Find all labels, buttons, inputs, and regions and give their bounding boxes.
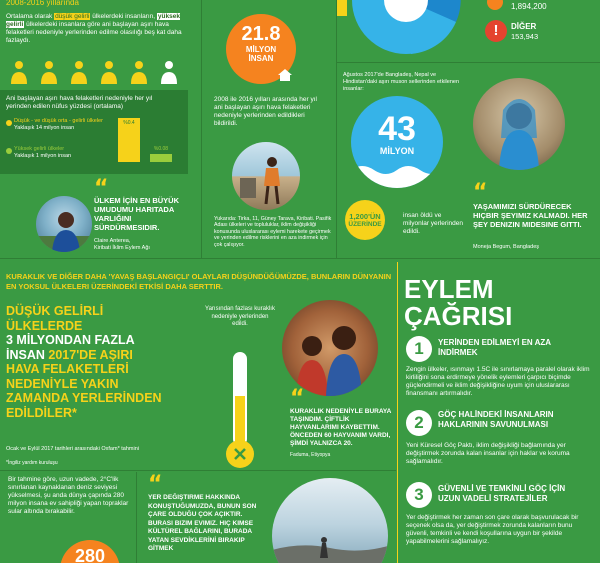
quote-icon: “	[290, 386, 305, 411]
legend-low-income: Düşük - ve düşük orta - gelirli ülkeler Yaklaşık 14 milyon insan	[14, 118, 103, 131]
step-3-badge: 3	[406, 482, 432, 508]
deaths-description: insan öldü ve milyonlar yerlerinden edildi.	[403, 212, 463, 235]
action-title-line2: ÇAĞRISI	[404, 301, 513, 331]
bangladesh-quote-author: Moneja Begum, Bangladeş	[473, 244, 540, 250]
column-divider	[397, 262, 398, 563]
pie-chart	[351, 0, 461, 63]
pie-other-value: 153,943	[511, 32, 539, 41]
action-title-line1: EYLEM	[404, 274, 494, 304]
step-3-body: Yer değiştirmek her zaman son çare olarak başvurulacak bir seçenek olsa da, yer değiştirmek zorunda kalanların bunu güvenli, temkinli ve kendi koşullarına uygun bir şekilde yapabilmelerini sağlamalıyız.	[406, 514, 579, 545]
bar-high-income	[150, 154, 172, 162]
stat-number: 21.8	[241, 23, 281, 45]
step-3-title: GÜVENLİ VE TEMKİNLİ GÖÇ İÇİN UZUN VADELİ STRATEJİLER	[438, 484, 566, 503]
monsoon-intro: Ağustos 2017'de Bangladeş, Nepal ve Hindistan'daki aşırı muson sellerinden etkilenen insanlar:	[343, 72, 460, 92]
section-divider	[0, 470, 396, 471]
pie-top-value: 1,894,200	[511, 2, 547, 11]
section-divider	[0, 258, 600, 259]
kiribati-quote-author: Claire Anterea, Kiribati İklim Eylem Ağı	[94, 238, 150, 251]
step-2-body: Yeni Küresel Göç Paktı, iklim değişikliği bağlamında yer değiştirmek zorunda kalan insanlar için haklar ve koruma sağlamalıdır.	[406, 442, 570, 465]
deaths-word: ÜZERİNDE	[348, 221, 382, 228]
wave-icon	[351, 158, 443, 188]
bar-high-label: %0.08	[153, 146, 169, 152]
house-icon	[278, 68, 292, 86]
person-portrait-icon	[36, 196, 92, 252]
monsoon-section	[337, 0, 600, 258]
income-intro-text: Ortalama olarak düşük gelirli ülkelerdeki insanların, yüksek gelirli ülkelerdeki insanlara göre ani başlayan aşırı hava felaketleri nedeniyle yerlerinden edilme olasılığı beş kat daha fazlaydı.	[6, 13, 182, 44]
column-divider	[136, 472, 137, 563]
monsoon-number: 43	[378, 110, 416, 148]
kiribati-caption: Yukarıda: Tirka, 11, Güney Tarava, Kiribati. Pasifik Adası ülkeleri ve topluluklar, iklim değişikliği konusunda uluslararası eylemi harekete geçirmek ve yerinden edilme risklerini en aza indirmek için çok çalışıyor.	[214, 216, 332, 248]
faduma-photo	[282, 300, 378, 396]
deaths-number: 1,200'ÜN	[349, 212, 381, 221]
bar-low-income: %0.4	[118, 118, 140, 162]
quote-icon: “	[94, 176, 109, 201]
section-divider	[337, 62, 600, 63]
step-2-badge: 2	[406, 410, 432, 436]
drought-footnote: *İngiliz yardım kuruluşu	[6, 460, 58, 466]
annual-displacement-section	[202, 0, 336, 258]
claire-anterea-photo	[36, 196, 92, 252]
moneja-begum-photo	[473, 78, 565, 170]
sea-level-text: Bir tahmine göre, uzun vadede, 2°C'lik sınırlanan kaynaklanan deniz seviyesi yükselmesi, şu anda dünya çapında 280 milyon insana ev sahipliği yapan topraklar sular altında bırakabilir.	[8, 476, 129, 515]
legend-low-dot	[6, 120, 12, 126]
step-1-badge: 1	[406, 336, 432, 362]
stat-description: 2008 ile 2016 yılları arasında her yıl ani başlayan aşırı hava felaketleri nedeniyle yerlerinden edildikleri bildirildi.	[214, 96, 317, 127]
quote-icon: “	[148, 472, 163, 497]
legend-high-income: Yüksek gelirli ülkeler Yaklaşık 1 milyon insan	[14, 146, 72, 159]
kiribati-child-photo	[232, 142, 300, 210]
orange-marker-icon	[487, 0, 503, 10]
kiribati-quote-text: ÜLKEM İÇİN EN BÜYÜK UMUDUMU HARITADA VARLIĞINI SÜRDÜRMESIDIR.	[94, 196, 180, 232]
woman-portrait-icon	[473, 78, 565, 170]
income-comparison-section	[0, 0, 200, 258]
drought-headline: DÜŞÜK GELİRLİ ÜLKELERDE 3 MİLYONDAN FAZLA İNSAN 2017'DE AŞIRI HAVA FELAKETLERİ NEDENİYLE YAKIN ZAMANDA YERLERİNDEN EDİLDİLER*	[6, 304, 162, 420]
ethiopia-quote-author: Faduma, Etiyopya	[290, 452, 331, 458]
low-income-highlight: düşük gelirli	[55, 13, 90, 20]
thermometer-caption: Yarısından fazlası kuraklık nedeniyle yerlerinden edildi.	[205, 306, 275, 327]
displacement-chart-panel	[0, 90, 188, 174]
call-to-action-section	[404, 276, 594, 330]
sea-level-circle	[60, 540, 120, 563]
thermometer-graphic	[226, 352, 254, 470]
pie-chart-graphic	[351, 0, 461, 58]
step-2-title: GÖÇ HALİNDEKİ İNSANLARIN HAKLARININ SAVUNULMASI	[438, 410, 554, 429]
coastal-photo	[272, 478, 388, 563]
high-income-highlight: yüksek gelirli	[6, 13, 180, 28]
period-label: 2008-2016 yıllarında	[6, 0, 79, 7]
ethiopia-quote-text: KURAKLIK NEDENİYLE BURAYA TAŞINDIM. ÇİFTLİK HAYVANLARIMI KAYBETTIM. ÖNCEDEN 60 HAYVANIM VARDI, ŞİMDİ YALNIZCA 20.	[290, 408, 392, 447]
stat-unit: MİLYON İNSAN	[245, 45, 277, 63]
highlight-bar	[337, 0, 347, 16]
deaths-circle	[345, 200, 385, 240]
bangladesh-quote-text: YAŞAMIMIZI SÜRDÜRECEK HIÇBIR ŞEYIMIZ KALMADI. HER ŞEY DENIZIN MIDESINE GITTI.	[473, 202, 588, 229]
people-icons-row	[9, 60, 179, 86]
women-portrait-icon	[282, 300, 378, 396]
monsoon-stat-circle	[351, 96, 443, 188]
step-1-body: Zengin ülkeler, ısınmayı 1.5C ile sınırlamaya paralel olarak iklim kirliliğini sona erdirmeye yönelik eylemleri çarpıcı biçimde güçlendirmeli ve iklim değişikliğine uyum için uluslararası finansmanı artırmalıdır.	[406, 366, 590, 397]
relocation-quote-text: YER DEĞIŞTIRME HAKKINDA KONUŞTUĞUMUZDA, BUNUN SON ÇARE OLDUĞU ÇOK AÇIKTIR. BURASI BIZIM EVIMIZ. HIÇ KIMSE KÜLTÜREL BAĞLARINI, BURADA YATAN SEVDİKLERİNİ BIRAKIP GİTMEK	[148, 494, 257, 552]
legend-high-dot	[6, 148, 12, 154]
sea-level-number: 280	[74, 546, 106, 563]
pie-other-label: DİĞER	[511, 22, 537, 31]
step-1-title: YERİNDEN EDİLMEYİ EN AZA İNDİRMEK	[438, 338, 551, 357]
chart-intro: Ani başlayan aşırı hava felaketleri nedeniyle her yıl yerinden edilen nüfus yüzdesi (ortalama)	[6, 95, 153, 110]
child-figure-icon	[232, 142, 300, 210]
person-icons	[9, 60, 179, 86]
coast-scene-icon	[272, 478, 388, 563]
quote-icon: “	[473, 180, 488, 205]
slow-onset-banner: KURAKLIK VE DİĞER DAHA 'YAVAŞ BAŞLANGIÇLI' OLAYLARI DÜŞÜNDÜĞÜMÜZDE, BUNLARIN DÜNYANIN EN YOKSUL ÜLKELERI ÜZERİNDEKİ ETKİSİ DAHA SERTTIR.	[6, 272, 392, 291]
drought-source: Ocak ve Eylül 2017 tarihleri arasındaki Oxfam* tahmini	[6, 446, 139, 452]
monsoon-unit: MİLYON	[379, 146, 415, 156]
thermometer-icon	[226, 352, 254, 470]
exclamation-icon: !	[485, 20, 507, 42]
